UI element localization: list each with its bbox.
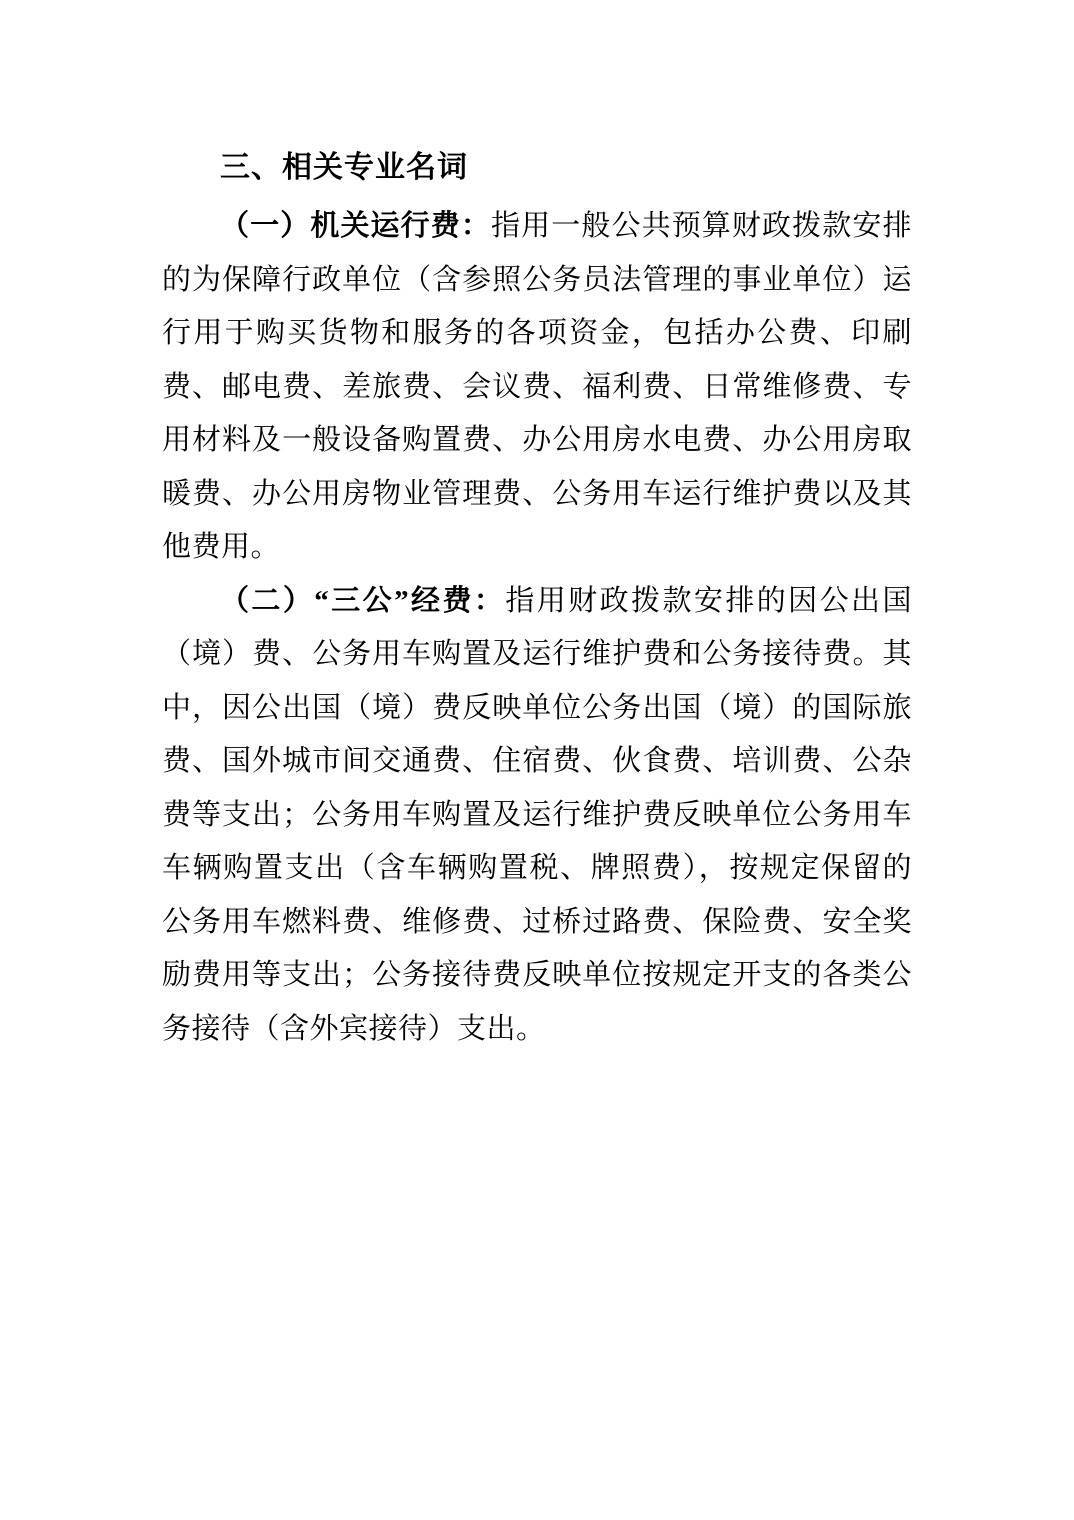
section-heading: 三、相关专业名词 (220, 151, 468, 184)
term-1-definition: 指用一般公共预算财政拨款安排的为保障行政单位（含参照公务员法管理的事业单位）运行用于购买货物和服务的各项资金，包括办公费、印刷费、邮电费、差旅费、会议费、福利费、日常维修费、专用材料及一般设备购置费、办公用房水电费、办公用房取暖费、办公用房物业管理费、公务用车运行维护费以及其他费用。 (162, 210, 912, 563)
paragraph-term-sangong-jingfei (162, 575, 912, 1057)
term-2-definition: 指用财政拨款安排的因公出国（境）费、公务用车购置及运行维护费和公务接待费。其中，因公出国（境）费反映单位公务出国（境）的国际旅费、国外城市间交通费、住宿费、伙食费、培训费、公杂费等支出；公务用车购置及运行维护费反映单位公务用车车辆购置支出（含车辆购置税、牌照费），按规定保留的公务用车燃料费、维修费、过桥过路费、保险费、安全奖励费用等支出；公务接待费反映单位按规定开支的各类公务接待（含外宾接待）支出。 (162, 584, 912, 1045)
term-1-label: （一）机关运行费： (220, 210, 492, 242)
paragraph-term-jiguan-yunxingfei (162, 200, 912, 575)
term-2-label: （二）“三公”经费： (220, 584, 506, 617)
